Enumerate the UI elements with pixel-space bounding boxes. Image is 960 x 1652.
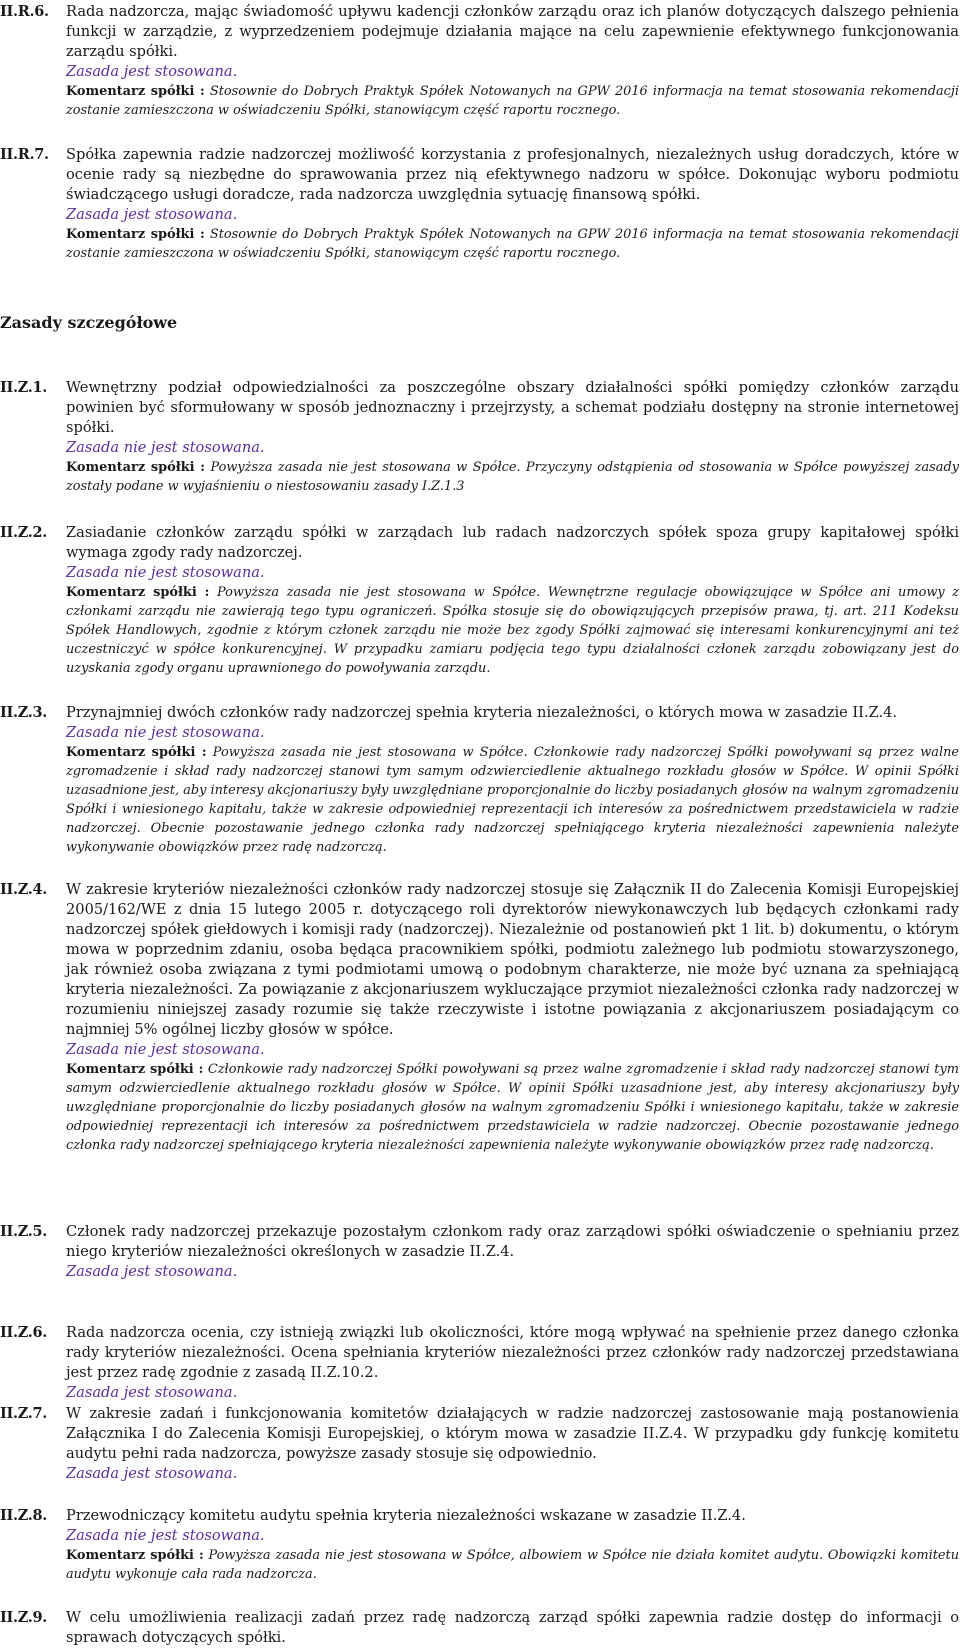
rule-code: II.Z.4. xyxy=(0,881,48,898)
comment-label: Komentarz spółki : xyxy=(66,745,207,760)
rule-code: II.Z.1. xyxy=(0,379,48,396)
section-heading: Zasady szczegółowe xyxy=(0,313,178,332)
comment-text: Stosownie do Dobrych Praktyk Spółek Notowanych na GPW 2016 informacja na temat stosowania rekomendacji zostanie zamieszczona w oświadczeniu Spółki, stanowiącym część raportu rocznego. xyxy=(66,84,959,118)
rule-code: II.Z.6. xyxy=(0,1324,48,1341)
rule-code: II.Z.8. xyxy=(0,1507,48,1524)
rule-text: W zakresie kryteriów niezależności członków rady nadzorczej stosuje się Załącznik II do Zalecenia Komisji Europejskiej 2005/162/WE z dnia 15 lutego 2005 r. dotyczącego roli dyrektorów niewykonawczych lub będących członkami rady nadzorczej spółek giełdowych i komisji rady (nadzorczej). Niezależnie od postanowień pkt 1 lit. b) dokumentu, o którym mowa w poprzednim zdaniu, osoba będąca pracownikiem spółki, podmiotu zależnego lub podmiotu stowarzyszonego, jak również osoba związana z tymi podmiotami umową o podobnym charakterze, nie może być uznana za spełniającą kryteria niezależności. Za powiązanie z akcjonariuszem wykluczające przymiot niezależności członka rady nadzorczej w rozumieniu niniejszej zasady rozumie się także rzeczywiste i istotne powiązania z akcjonariuszem posiadającym co najmniej 5% ogólnej liczby głosów w spółce. xyxy=(66,881,959,1038)
company-comment xyxy=(66,458,959,496)
company-comment xyxy=(66,743,959,857)
rule-status: Zasada nie jest stosowana. xyxy=(66,1527,265,1544)
rule-status: Zasada nie jest stosowana. xyxy=(66,1041,265,1058)
comment-label: Komentarz spółki : xyxy=(66,1062,204,1077)
rule-item xyxy=(0,1323,960,1403)
rule-item xyxy=(0,1608,960,1648)
rule-text: Przewodniczący komitetu audytu spełnia kryteria niezależności wskazane w zasadzie II.Z.4. xyxy=(66,1507,746,1524)
rule-code: II.Z.3. xyxy=(0,704,48,721)
rule-code: II.Z.7. xyxy=(0,1405,48,1422)
rule-text: Członek rady nadzorczej przekazuje pozostałym członkom rady oraz zarządowi spółki oświadczenie o spełnianiu przez niego kryteriów niezależności określonych w zasadzie II.Z.4. xyxy=(66,1223,959,1260)
comment-text: Powyższa zasada nie jest stosowana w Spółce. Przyczyny odstąpienia od stosowania w Spółce powyższej zasady zostały podane w wyjaśnieniu o niestosowaniu zasady I.Z.1.3 xyxy=(66,460,959,494)
rule-text: Zasiadanie członków zarządu spółki w zarządach lub radach nadzorczych spółek spoza grupy kapitałowej spółki wymaga zgody rady nadzorczej. xyxy=(66,524,959,561)
rule-item xyxy=(0,378,960,496)
company-comment xyxy=(66,583,959,678)
rule-item xyxy=(0,1506,960,1584)
rule-item xyxy=(0,880,960,1155)
company-comment xyxy=(66,1060,959,1155)
rule-status: Zasada jest stosowana. xyxy=(66,1263,238,1280)
comment-label: Komentarz spółki : xyxy=(66,1548,204,1563)
rule-code: II.Z.9. xyxy=(0,1609,48,1626)
rule-status: Zasada jest stosowana. xyxy=(66,206,238,223)
company-comment xyxy=(66,1546,959,1584)
rule-code: II.Z.2. xyxy=(0,524,48,541)
rule-code: II.Z.5. xyxy=(0,1223,48,1240)
rule-status: Zasada nie jest stosowana. xyxy=(66,564,265,581)
rule-status: Zasada nie jest stosowana. xyxy=(66,439,265,456)
rule-text: Wewnętrzny podział odpowiedzialności za poszczególne obszary działalności spółki pomiędzy członków zarządu powinien być sformułowany w sposób jednoznaczny i przejrzysty, a schemat podziału dostępny na stronie internetowej spółki. xyxy=(66,379,959,436)
rule-code: II.R.6. xyxy=(0,3,49,20)
rule-item xyxy=(0,703,960,857)
comment-text: Powyższa zasada nie jest stosowana w Spółce. Członkowie rady nadzorczej Spółki powoływani są przez walne zgromadzenie i skład rady nadzorczej stanowi tym samym odzwierciedlenie aktualnego rozkładu głosów w Spółce. W opinii Spółki uzasadnione jest, aby interesy akcjonariuszy były uwzględniane proporcjonalnie do liczby posiadanych głosów na walnym zgromadzeniu Spółki i wniesionego kapitału, także w zakresie odpowiedniej reprezentacji ich interesów za pośrednictwem przedstawiciela w radzie nadzorczej. Obecnie pozostawanie jednego członka rady nadzorczej spełniającego kryteria niezależności zapewnienia należyte wykonywanie obowiązków przez radę nadzorczą. xyxy=(66,745,960,855)
rule-text: Rada nadzorcza, mając świadomość upływu kadencji członków zarządu oraz ich planów dotyczących dalszego pełnienia funkcji w zarządzie, z wyprzedzeniem podejmuje działania mające na celu zapewnienie efektywnego funkcjonowania zarządu spółki. xyxy=(66,3,959,60)
rule-status: Zasada jest stosowana. xyxy=(66,1384,238,1401)
comment-label: Komentarz spółki : xyxy=(66,460,206,475)
company-comment xyxy=(66,82,959,120)
rule-status: Zasada jest stosowana. xyxy=(66,63,238,80)
comment-text: Powyższa zasada nie jest stosowana w Spółce, albowiem w Spółce nie działa komitet audytu. Obowiązki komitetu audytu wykonuje cała rada nadzorcza. xyxy=(66,1548,959,1582)
rule-code: II.R.7. xyxy=(0,146,49,163)
rule-text: W celu umożliwienia realizacji zadań przez radę nadzorczą zarząd spółki zapewnia radzie dostęp do informacji o sprawach dotyczących spółki. xyxy=(66,1609,959,1646)
rule-text: Rada nadzorcza ocenia, czy istnieją związki lub okoliczności, które mogą wpływać na spełnienie przez danego członka rady kryteriów niezależności. Ocena spełniania kryteriów niezależności przez członków rady nadzorczej przedstawiana jest przez radę zgodnie z zasadą II.Z.10.2. xyxy=(66,1324,959,1381)
rule-item xyxy=(0,523,960,678)
comment-label: Komentarz spółki : xyxy=(66,227,205,242)
rule-status: Zasada nie jest stosowana. xyxy=(66,724,265,741)
comment-text: Członkowie rady nadzorczej Spółki powoływani są przez walne zgromadzenie i skład rady nadzorczej stanowi tym samym odzwierciedlenie aktualnego rozkładu głosów w Spółce. W opinii Spółki uzasadnione jest, aby interesy akcjonariuszy były uwzględniane proporcjonalnie do liczby posiadanych głosów na walnym zgromadzeniu Spółki i wniesionego kapitału, także w zakresie odpowiedniej reprezentacji ich interesów za pośrednictwem przedstawiciela w radzie nadzorczej. Obecnie pozostawanie jednego członka rady nadzorczej spełniającego kryteria niezależności zapewnienia należyte wykonywanie obowiązków przez radę nadzorczą. xyxy=(66,1062,959,1153)
rule-text: Przynajmniej dwóch członków rady nadzorczej spełnia kryteria niezależności, o których mowa w zasadzie II.Z.4. xyxy=(66,704,898,721)
comment-label: Komentarz spółki : xyxy=(66,84,205,99)
rule-item xyxy=(0,2,960,120)
rule-text: Spółka zapewnia radzie nadzorczej możliwość korzystania z profesjonalnych, niezależnych usług doradczych, które w ocenie rady są niezbędne do sprawowania przez nią efektywnego nadzoru w spółce. Dokonując wyboru podmiotu świadczącego usługi doradcze, rada nadzorcza uwzględnia sytuację finansową spółki. xyxy=(66,146,959,203)
rule-text: W zakresie zadań i funkcjonowania komitetów działających w radzie nadzorczej zastosowanie mają postanowienia Załącznika I do Zalecenia Komisji Europejskiej, o którym mowa w zasadzie II.Z.4. W przypadku gdy funkcję komitetu audytu pełni rada nadzorcza, powyższe zasady stosuje się odpowiednio. xyxy=(66,1405,959,1462)
comment-text: Powyższa zasada nie jest stosowana w Spółce. Wewnętrzne regulacje obowiązujące w Spółce ani umowy z członkami zarządu nie zawierają tego typu ograniczeń. Spółka stosuje się do obowiązujących przepisów prawa, tj. art. 211 Kodeksu Spółek Handlowych, zgodnie z którym członek zarządu nie może bez zgody Spółki zajmować się interesami konkurencyjnymi ani też uczestniczyć w spółce konkurencyjnej. W przypadku zamiaru podjęcia tego typu działalności członek zarządu zobowiązany jest do uzyskania zgody organu uprawnionego do powoływania zarządu. xyxy=(66,585,959,676)
rule-status: Zasada jest stosowana. xyxy=(66,1465,238,1482)
company-comment xyxy=(66,225,959,263)
rule-item xyxy=(0,1222,960,1282)
rule-item xyxy=(0,145,960,263)
comment-text: Stosownie do Dobrych Praktyk Spółek Notowanych na GPW 2016 informacja na temat stosowania rekomendacji zostanie zamieszczona w oświadczeniu Spółki, stanowiącym część raportu rocznego. xyxy=(66,227,959,261)
rule-item xyxy=(0,1404,960,1484)
comment-label: Komentarz spółki : xyxy=(66,585,210,600)
